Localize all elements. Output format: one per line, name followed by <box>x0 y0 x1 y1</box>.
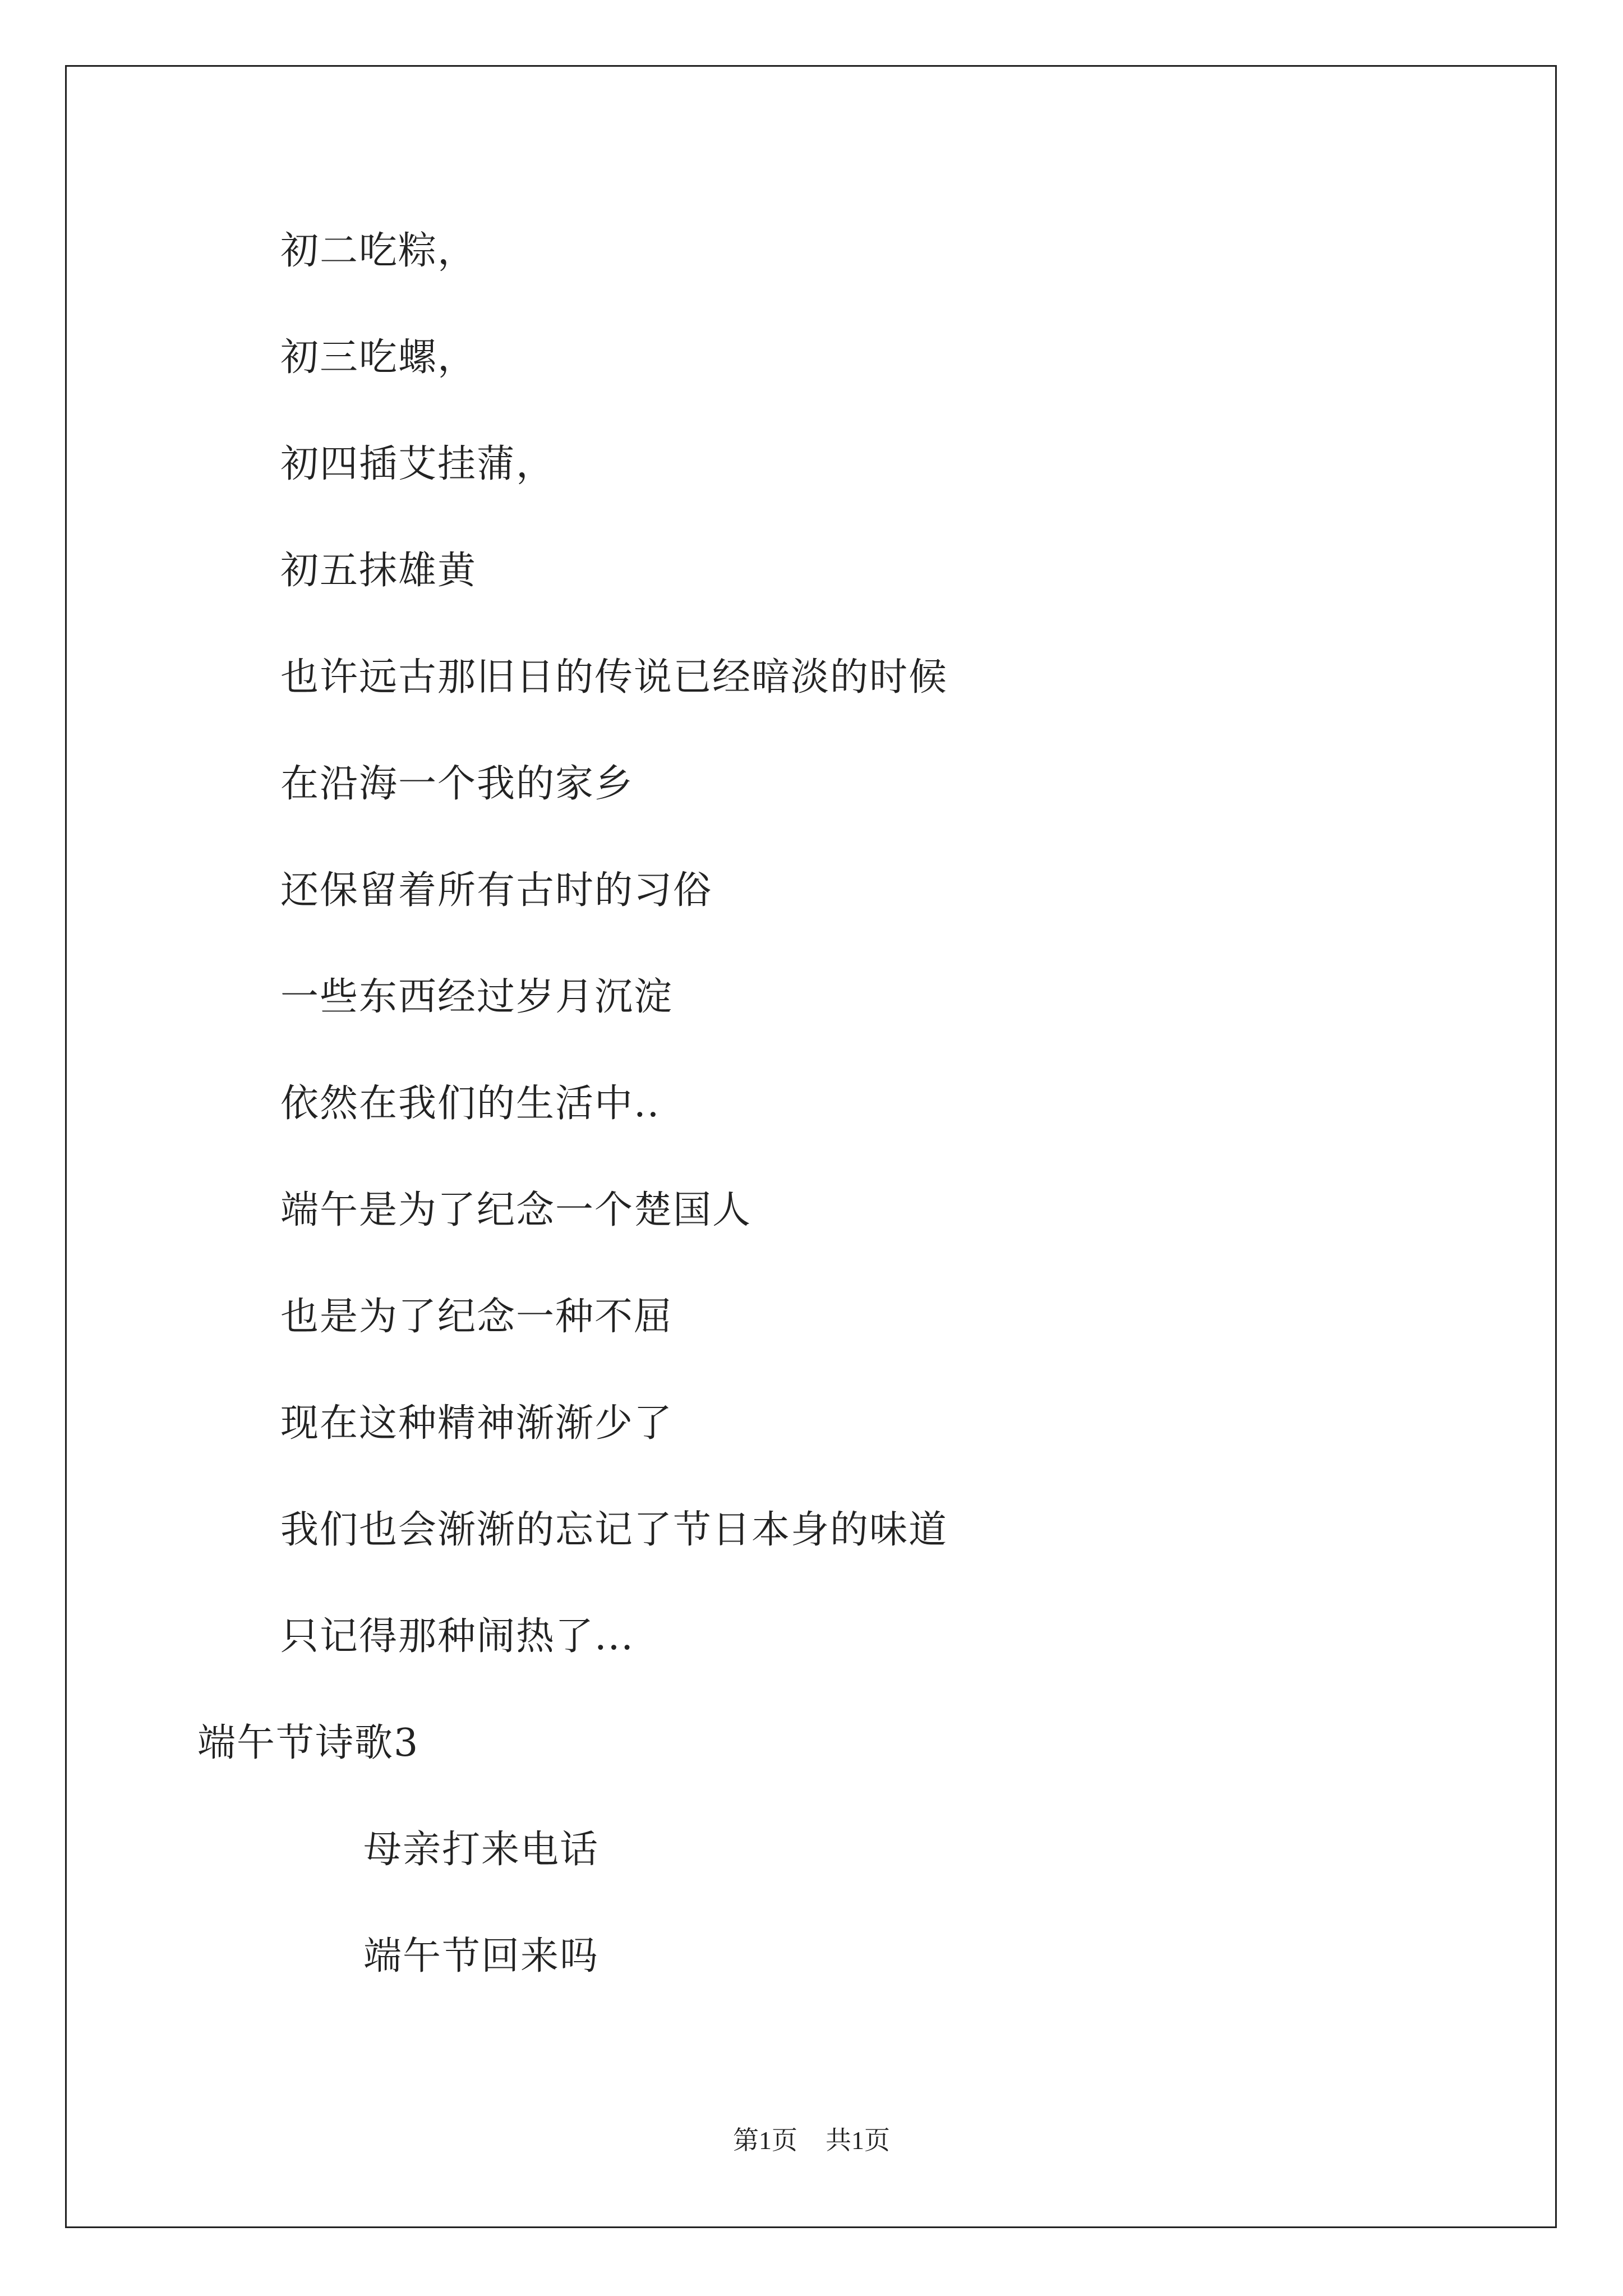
text-line: 依然在我们的生活中.. <box>280 1082 661 1126</box>
poem-line: 母亲打来电话 <box>363 1828 600 1872</box>
text-line: 还保留着所有古时的习俗 <box>280 868 713 913</box>
section-heading: 端午节诗歌3 <box>197 1721 419 1765</box>
text-line: 端午是为了纪念一个楚国人 <box>280 1188 752 1232</box>
page-border <box>65 65 1557 2228</box>
text-line: 初三吃螺， <box>280 335 477 380</box>
page-total: 共1页 <box>826 2126 890 2155</box>
poem-line: 端午节回来吗 <box>363 1934 600 1978</box>
text-line: 初五抹雄黄 <box>280 549 477 593</box>
text-line: 也许远古那旧日的传说已经暗淡的时候 <box>280 655 948 700</box>
text-line: 也是为了纪念一种不屈 <box>280 1295 674 1339</box>
text-line: 初二吃粽， <box>280 229 477 273</box>
text-line: 在沿海一个我的家乡 <box>280 762 634 806</box>
text-line: 现在这种精神渐渐少了 <box>280 1401 674 1446</box>
page-number: 第1页 <box>733 2126 797 2155</box>
text-line: 初四插艾挂蒲， <box>280 442 556 486</box>
text-line: 只记得那种闹热了... <box>280 1614 634 1659</box>
text-line: 一些东西经过岁月沉淀 <box>280 975 674 1019</box>
page-footer <box>0 2125 1623 2156</box>
text-line: 我们也会渐渐的忘记了节日本身的味道 <box>280 1508 948 1552</box>
